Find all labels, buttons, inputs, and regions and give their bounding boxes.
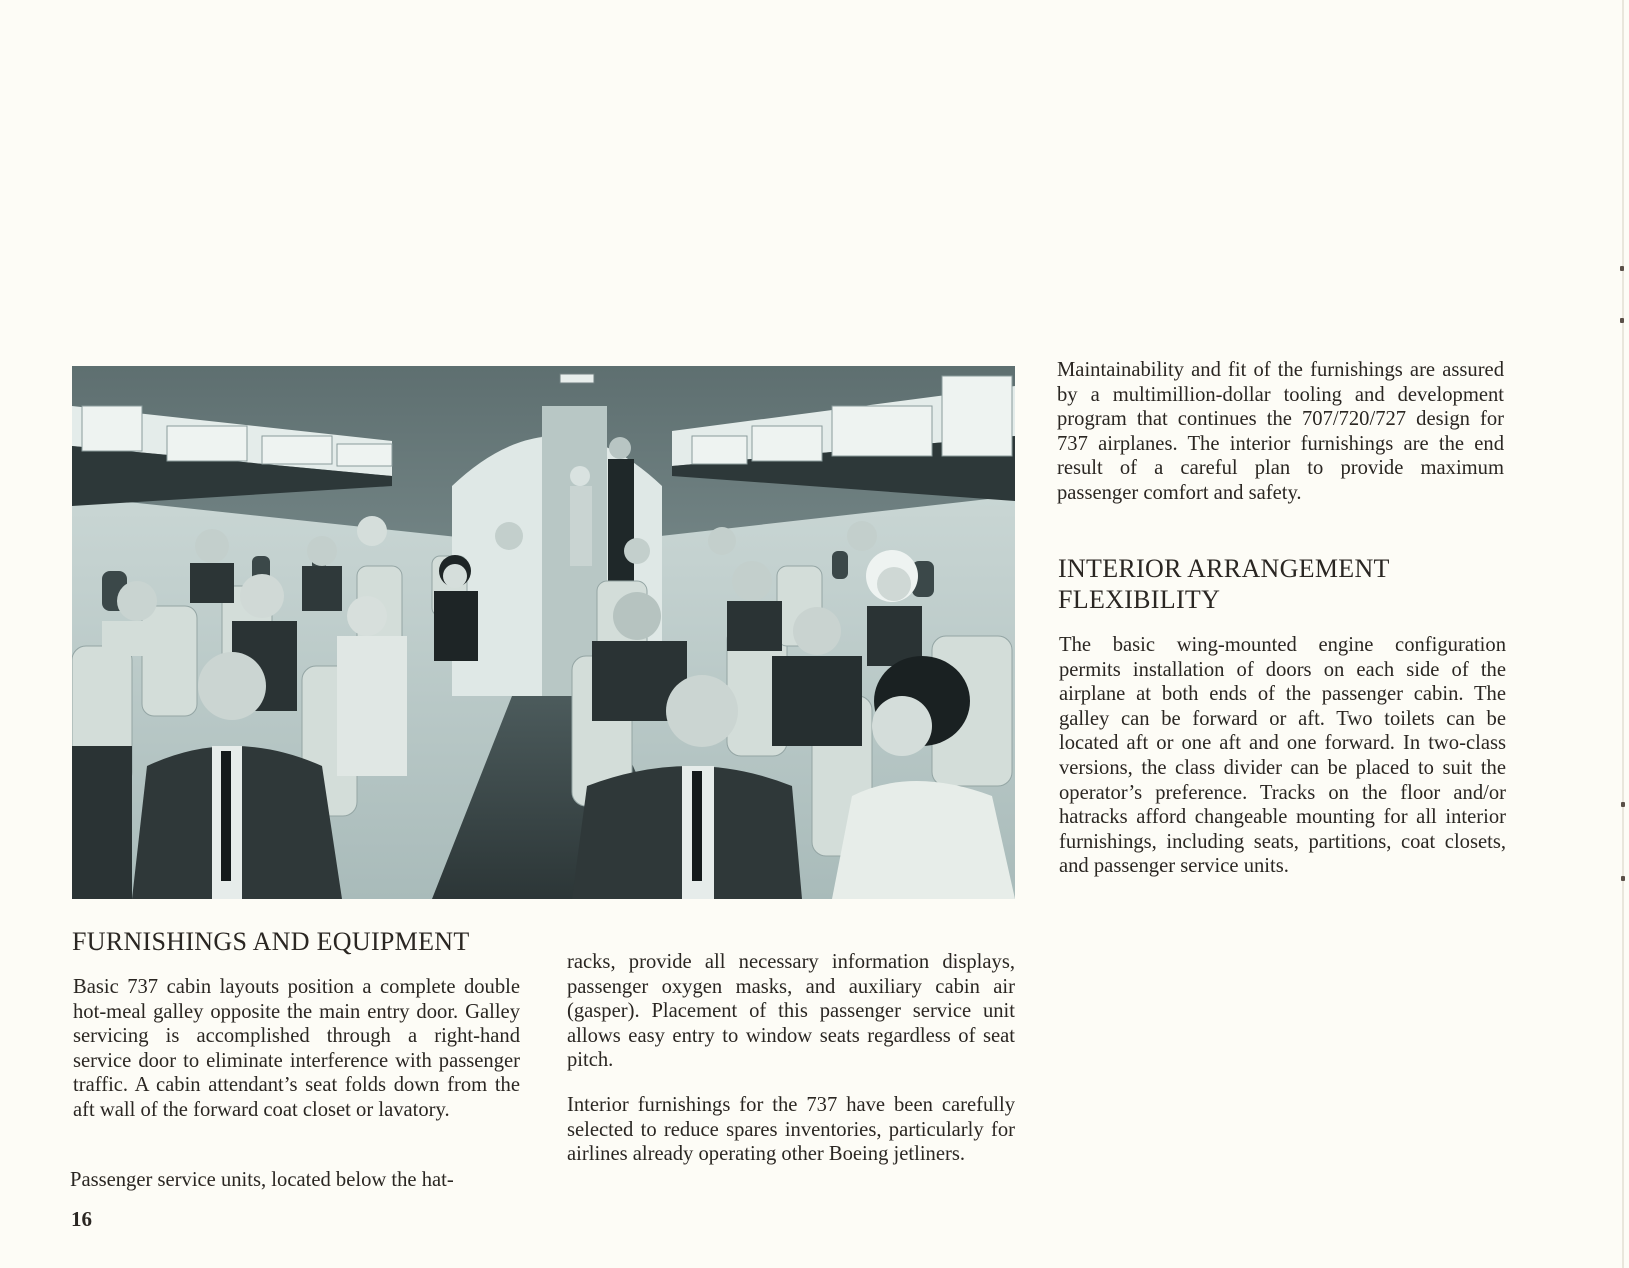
page-binding-edge: [1622, 0, 1624, 1268]
exit-sign: [560, 374, 594, 383]
binding-staple-mark: [1621, 802, 1625, 807]
heading-line-1: INTERIOR ARRANGEMENT: [1058, 554, 1390, 583]
section-heading-furnishings: FURNISHINGS AND EQUIPMENT: [72, 927, 470, 956]
paragraph-maintainability: Maintainability and fit of the furnishings are assured by a multimillion-dollar tooling and development program that continues the 707/720/727 design for 737 airplanes. The interior furnishings are the end result of a careful plan to provide maximum passenger comfort and safety.: [1057, 359, 1504, 504]
paragraph-passenger-service-units-start: Passenger service units, located below the hat-: [70, 1169, 454, 1191]
paragraph-passenger-service-units-continued: racks, provide all necessary information displays, passenger oxygen masks, and auxiliary cabin air (gasper). Placement of this passenger service unit allows easy entry to window seats regardless of seat pitch.: [567, 951, 1015, 1072]
paragraph-arrangement-flexibility: The basic wing-mounted engine configuration permits installation of doors on each side of the airplane at both ends of the passenger cabin. The galley can be forward or aft. Two toilets can be located aft or one aft and one forward. In two-class versions, the class divider can be placed to suit the operator’s preference. Tracks on the floor and/or hatracks afford changeable mounting for all interior furnishings, including seats, partitions, coat closets, and passenger service units.: [1059, 634, 1506, 878]
binding-staple-mark: [1620, 266, 1624, 271]
cabin-photo-illustration: [72, 366, 1015, 899]
binding-staple-mark: [1620, 318, 1624, 323]
page-number: 16: [71, 1207, 92, 1231]
paragraph-galley-layout: Basic 737 cabin layouts position a complete double hot-meal galley opposite the main entry door. Galley servicing is accomplished through a right-hand service door to eliminate interference with passenger traffic. A cabin attendant’s seat folds down from the aft wall of the forward coat closet or lavatory.: [73, 976, 520, 1121]
heading-line-2: FLEXIBILITY: [1058, 585, 1221, 614]
binding-staple-mark: [1621, 876, 1625, 881]
cabin-interior-photo: [72, 366, 1015, 899]
paragraph-interior-furnishings: Interior furnishings for the 737 have been carefully selected to reduce spares inventories, particularly for airlines already operating other Boeing jetliners.: [567, 1094, 1015, 1166]
section-heading-interior-arrangement: [1058, 553, 1518, 615]
